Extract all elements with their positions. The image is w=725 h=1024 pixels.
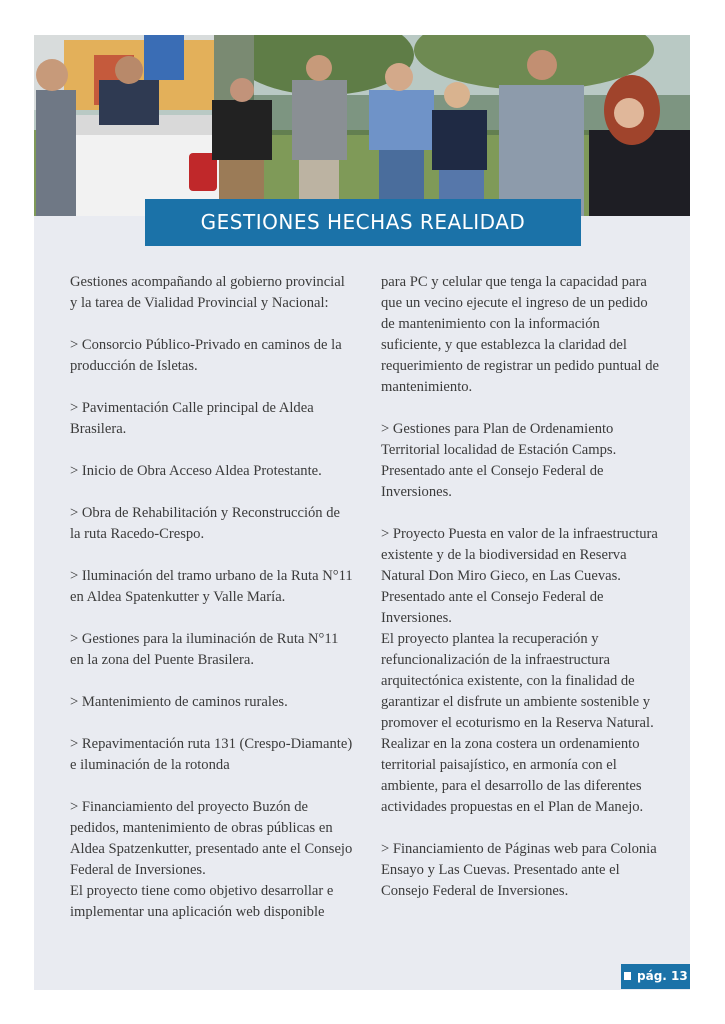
page-number: pág. 13 — [637, 969, 688, 983]
list-item: > Proyecto Puesta en valor de la infraestructura existente y de la biodiversidad en Reserva Natural Don Miro Gieco, en Las Cuevas. Presentado ante el Consejo Federal de Inversiones. — [381, 526, 658, 626]
list-item: > Gestiones para la iluminación de Ruta N°11 en la zona del Puente Brasilera. — [70, 631, 339, 668]
list-item: > Financiamiento del proyecto Buzón de pedidos, mantenimiento de obras públicas en Aldea Spatzenkutter, presentado ante el Consejo Federal de Inversiones. — [70, 799, 353, 878]
list-item: > Iluminación del tramo urbano de la Ruta N°11 en Aldea Spatenkutter y Valle María. — [70, 568, 353, 605]
square-marker-icon — [624, 972, 631, 980]
left-text-column — [70, 272, 353, 923]
project-description: El proyecto plantea la recuperación y refuncionalización de la infraestructura arquitectónica existente, con la finalidad de garantizar el disfrute un ambiente sostenible y promover el ecoturismo en la Reserva Natural. Realizar en la zona costera un ordenamiento territorial paisajístico, en armonía con el ambiente, para el desarrollo de las diferentes actividades propuestas en el Plan de Manejo. — [381, 631, 654, 815]
continued-paragraph: para PC y celular que tenga la capacidad para que un vecino ejecute el ingreso de un pedido de mantenimiento con la información suficiente, y que establezca la claridad del requerimiento de registrar un pedido puntual de mantenimiento. — [381, 274, 660, 395]
page-number-badge — [621, 964, 690, 989]
list-item: > Gestiones para Plan de Ordenamiento Territorial localidad de Estación Camps. Presentado ante el Consejo Federal de Inversiones. — [381, 421, 617, 500]
list-item: > Pavimentación Calle principal de Aldea Brasilera. — [70, 400, 314, 437]
intro-paragraph: Gestiones acompañando al gobierno provincial y la tarea de Vialidad Provincial y Nacional: — [70, 274, 345, 311]
section-title-banner: GESTIONES HECHAS REALIDAD — [145, 199, 581, 246]
project-description: El proyecto tiene como objetivo desarrollar e implementar una aplicación web disponible — [70, 883, 334, 920]
header-photo — [34, 35, 690, 216]
list-item: > Inicio de Obra Acceso Aldea Protestante. — [70, 463, 322, 479]
list-item: > Repavimentación ruta 131 (Crespo-Diamante) e iluminación de la rotonda — [70, 736, 353, 773]
list-item: > Financiamiento de Páginas web para Colonia Ensayo y Las Cuevas. Presentado ante el Consejo Federal de Inversiones. — [381, 841, 657, 899]
right-text-column — [381, 272, 661, 902]
list-item: > Consorcio Público-Privado en caminos de la producción de Isletas. — [70, 337, 342, 374]
list-item: > Mantenimiento de caminos rurales. — [70, 694, 288, 710]
list-item: > Obra de Rehabilitación y Reconstrucción de la ruta Racedo-Crespo. — [70, 505, 341, 542]
